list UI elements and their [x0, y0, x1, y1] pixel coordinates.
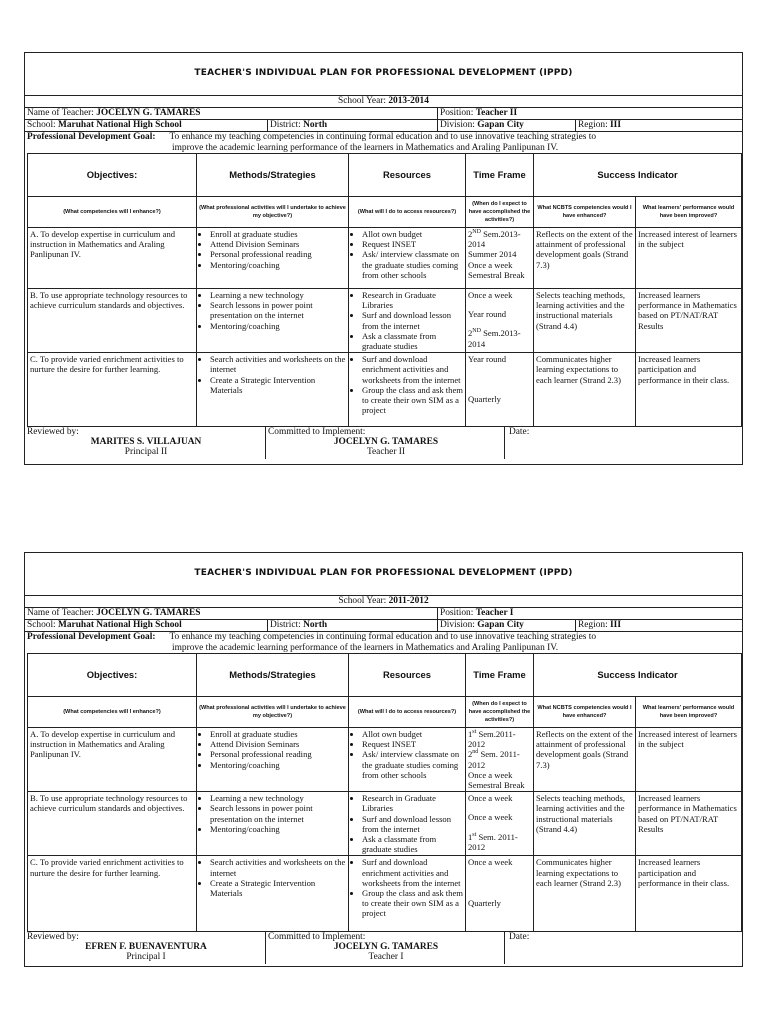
- objective-cell: A. To develop expertise in curriculum and instruction in Mathematics and Araling Panlipunan IV.: [28, 728, 197, 792]
- list-item: • Ask/ interview classmate on the graduate studies coming from other schools: [362, 249, 463, 280]
- teacher-name-label: Name of Teacher:: [27, 108, 94, 118]
- region-value: III: [610, 120, 621, 130]
- time-sup: ND: [472, 229, 481, 236]
- learners-cell: Increased interest of learners in the subject: [636, 728, 742, 792]
- school-row: [25, 620, 742, 632]
- time-text: Quarterly: [468, 394, 501, 405]
- position-label: Position:: [440, 108, 474, 118]
- time-text: Semestral Break: [468, 269, 525, 280]
- list-item: • Surf and download lesson from the internet: [362, 310, 463, 330]
- school-year-label: School Year:: [338, 96, 386, 106]
- list-item: • Surf and download enrichment activities and worksheets from the internet: [362, 857, 463, 888]
- school-row: [25, 120, 742, 132]
- professional-goal: [25, 632, 742, 653]
- header-resources: Resources: [349, 154, 466, 197]
- time-text: Once a week: [468, 857, 513, 868]
- time-text: Sem.2011-2012: [468, 729, 516, 750]
- district-label: District:: [270, 120, 301, 130]
- division-label: Division:: [440, 620, 475, 630]
- ncbts-cell: Selects teaching methods, learning activities and the instructional materials (Strand 4.4): [534, 289, 636, 353]
- time-text: Once a week: [468, 290, 513, 300]
- list-item: • Ask a classmate from graduate studies: [362, 834, 463, 854]
- list-item: • Surf and download enrichment activities and worksheets from the internet: [362, 354, 463, 385]
- reviewer-title: Principal I: [126, 952, 166, 963]
- plan-table: [27, 653, 742, 932]
- subheader-ncbts: What NCBTS competencies would I have enhanced?: [534, 197, 636, 228]
- ncbts-cell: Communicates higher learning expectations to each learner (Strand 2.3): [534, 856, 636, 932]
- time-sup: st: [472, 831, 477, 838]
- objective-cell: A. To develop expertise in curriculum and instruction in Mathematics and Araling Panlipunan IV.: [28, 228, 197, 289]
- time-text: Quarterly: [468, 897, 501, 908]
- position-label: Position:: [440, 608, 474, 618]
- goal-text-1: To enhance my teaching competencies in continuing formal education and to use innovative teaching strategies to: [169, 132, 597, 142]
- list-item: • Mentoring/coaching: [210, 760, 346, 770]
- header-time-frame: Time Frame: [466, 654, 534, 697]
- date-label: Date:: [509, 427, 530, 438]
- district-value: North: [303, 120, 328, 130]
- table-row: [28, 289, 742, 353]
- resources-cell: [349, 792, 466, 856]
- time-cell: [466, 792, 534, 856]
- methods-cell: [197, 353, 349, 427]
- list-item: • Surf and download lesson from the internet: [362, 814, 463, 834]
- time-cell: [466, 228, 534, 289]
- subheader-objectives: (What competencies will I enhance?): [28, 697, 197, 728]
- subheader-objectives: (What competencies will I enhance?): [28, 197, 197, 228]
- table-row: [28, 792, 742, 856]
- ncbts-cell: Selects teaching methods, learning activities and the instructional materials (Strand 4.4): [534, 792, 636, 856]
- methods-cell: [197, 289, 349, 353]
- resources-cell: [349, 353, 466, 427]
- committed-label: Committed to Implement:: [268, 427, 366, 438]
- time-text: Once a week: [468, 259, 513, 270]
- time-text: Sem.2013-2014: [468, 328, 521, 349]
- list-item: • Mentoring/coaching: [210, 824, 346, 834]
- teacher-name-label: Name of Teacher:: [27, 608, 94, 618]
- time-text: Once a week: [468, 769, 513, 780]
- header-success-indicator: Success Indicator: [534, 654, 742, 697]
- time-sup: st: [472, 729, 477, 736]
- methods-cell: [197, 728, 349, 792]
- header-time-frame: Time Frame: [466, 154, 534, 197]
- time-text: Sem. 2011-2012: [468, 749, 520, 770]
- date-label: Date:: [509, 932, 530, 943]
- list-item: • Request INSET: [362, 239, 463, 249]
- time-text: Sem. 2011-2012: [468, 831, 518, 852]
- time-text: Year round: [468, 354, 507, 365]
- time-text: 2: [468, 328, 473, 339]
- form-title: TEACHER'S INDIVIDUAL PLAN FOR PROFESSIONAL DEVELOPMENT (IPPD): [25, 53, 742, 96]
- school-year-row: [25, 96, 742, 108]
- goal-text-2: improve the academic learning performance of the learners in Mathematics and Araling Panlipunan IV.: [172, 142, 559, 153]
- list-item: • Research in Graduate Libraries: [362, 793, 463, 813]
- professional-goal: [25, 132, 742, 153]
- table-row: [28, 353, 742, 427]
- list-item: • Create a Strategic Intervention Materials: [210, 375, 346, 395]
- goal-text-1: To enhance my teaching competencies in continuing formal education and to use innovative teaching strategies to: [169, 632, 597, 642]
- school-year-label: School Year:: [338, 596, 387, 606]
- list-item: • Create a Strategic Intervention Materials: [210, 878, 346, 898]
- objective-cell: C. To provide varied enrichment activities to nurture the desire for further learning.: [28, 856, 197, 932]
- time-text: 1: [468, 831, 473, 842]
- school-value: Maruhat National High School: [58, 120, 182, 130]
- learners-cell: Increased learners performance in Mathematics based on PT/NAT/RAT Results: [636, 792, 742, 856]
- committed-name: JOCELYN G. TAMARES: [333, 942, 439, 953]
- ncbts-cell: Communicates higher learning expectations to each learner (Strand 2.3): [534, 353, 636, 427]
- list-item: • Search lessons in power point presentation on the internet: [210, 300, 346, 320]
- time-cell: [466, 289, 534, 353]
- list-item: • Enroll at graduate studies: [210, 729, 346, 739]
- school-year-value: 2011-2012: [388, 596, 429, 606]
- teacher-row: [25, 108, 742, 120]
- reviewed-label: Reviewed by:: [27, 427, 79, 438]
- ncbts-cell: Reflects on the extent of the attainment of professional development goals (Strand 7.3): [534, 728, 636, 792]
- learners-cell: Increased learners participation and performance in their class.: [636, 353, 742, 427]
- region-label: Region:: [578, 120, 608, 130]
- header-objectives: Objectives:: [28, 154, 197, 197]
- objective-cell: B. To use appropriate technology resources to achieve curriculum standards and objectives.: [28, 792, 197, 856]
- division-value: Gapan City: [477, 620, 524, 630]
- committed-title: Teacher I: [368, 952, 404, 963]
- time-text: Summer 2014: [468, 249, 517, 260]
- header-objectives: Objectives:: [28, 654, 197, 697]
- table-row: [28, 728, 742, 792]
- goal-label: Professional Development Goal:: [27, 132, 156, 142]
- list-item: • Ask/ interview classmate on the graduate studies coming from other schools: [362, 749, 463, 780]
- subheader-ncbts: What NCBTS competencies would I have enhanced?: [534, 697, 636, 728]
- teacher-row: [25, 608, 742, 620]
- form-title: TEACHER'S INDIVIDUAL PLAN FOR PROFESSIONAL DEVELOPMENT (IPPD): [25, 553, 742, 596]
- school-year-value: 2013-2014: [388, 96, 429, 106]
- methods-cell: [197, 856, 349, 932]
- reviewer-name: MARITES S. VILLAJUAN: [90, 437, 202, 448]
- subheader-learners: What learners' performance would have been improved?: [636, 197, 742, 228]
- resources-cell: [349, 728, 466, 792]
- subheader-time: (When do I expect to have accomplished the activities?): [466, 697, 534, 728]
- ippd-form-2011: [24, 552, 743, 967]
- region-label: Region:: [578, 620, 608, 630]
- header-methods: Methods/Strategies: [197, 654, 349, 697]
- time-cell: [466, 856, 534, 932]
- subheader-resources: (What will I do to access resources?): [349, 697, 466, 728]
- list-item: • Research in Graduate Libraries: [362, 290, 463, 310]
- list-item: • Request INSET: [362, 739, 463, 749]
- list-item: • Personal professional reading: [210, 749, 346, 759]
- time-text: 1: [468, 729, 473, 739]
- time-text: Once a week: [468, 793, 513, 804]
- list-item: • Group the class and ask them to create their own SIM as a project: [362, 385, 463, 416]
- time-sup: nd: [472, 749, 479, 756]
- learners-cell: Increased learners participation and performance in their class.: [636, 856, 742, 932]
- resources-cell: [349, 228, 466, 289]
- list-item: • Attend Division Seminars: [210, 739, 346, 749]
- list-item: • Search lessons in power point presentation on the internet: [210, 803, 346, 823]
- list-item: • Mentoring/coaching: [210, 260, 346, 270]
- reviewer-title: Principal II: [124, 447, 168, 458]
- goal-label: Professional Development Goal:: [27, 632, 156, 642]
- objective-cell: C. To provide varied enrichment activities to nurture the desire for further learning.: [28, 353, 197, 427]
- list-item: • Allot own budget: [362, 229, 463, 239]
- list-item: • Mentoring/coaching: [210, 321, 346, 331]
- time-text: Once a week: [468, 812, 513, 823]
- methods-cell: [197, 792, 349, 856]
- learners-cell: Increased learners performance in Mathematics based on PT/NAT/RAT Results: [636, 289, 742, 353]
- resources-cell: [349, 856, 466, 932]
- subheader-methods: (What professional activities will I undertake to achieve my objective?): [197, 197, 349, 228]
- division-value: Gapan City: [477, 120, 524, 130]
- time-sup: ND: [472, 328, 481, 335]
- list-item: • Allot own budget: [362, 729, 463, 739]
- list-item: • Search activities and worksheets on the internet: [210, 354, 346, 374]
- subheader-methods: (What professional activities will I undertake to achieve my objective?): [197, 697, 349, 728]
- learners-cell: Increased interest of learners in the subject: [636, 228, 742, 289]
- division-label: Division:: [440, 120, 475, 130]
- school-value: Maruhat National High School: [58, 620, 182, 630]
- school-label: School:: [27, 120, 56, 130]
- time-text: Sem.2013-2014: [468, 229, 521, 250]
- district-label: District:: [270, 620, 301, 630]
- time-cell: [466, 728, 534, 792]
- position-value: Teacher I: [475, 608, 514, 618]
- list-item: • Attend Division Seminars: [210, 239, 346, 249]
- table-row: [28, 228, 742, 289]
- goal-text-2: improve the academic learning performance of the learners in Mathematics and Araling Panlipunan IV.: [172, 642, 559, 653]
- committed-label: Committed to Implement:: [268, 932, 366, 943]
- header-resources: Resources: [349, 654, 466, 697]
- time-text: 2: [468, 229, 473, 239]
- list-item: • Learning a new technology: [210, 290, 346, 300]
- list-item: • Group the class and ask them to create their own SIM as a project: [362, 888, 463, 919]
- school-year-row: [25, 596, 742, 608]
- list-item: • Search activities and worksheets on the internet: [210, 857, 346, 877]
- subheader-learners: What learners' performance would have been improved?: [636, 697, 742, 728]
- teacher-name-value: JOCELYN G. TAMARES: [96, 108, 201, 118]
- region-value: III: [610, 620, 621, 630]
- reviewer-name: EFREN F. BUENAVENTURA: [85, 942, 207, 953]
- committed-name: JOCELYN G. TAMARES: [333, 437, 439, 448]
- list-item: • Enroll at graduate studies: [210, 229, 346, 239]
- time-cell: [466, 353, 534, 427]
- ippd-form-2013: [24, 52, 743, 465]
- resources-cell: [349, 289, 466, 353]
- committed-title: Teacher II: [366, 447, 406, 458]
- district-value: North: [303, 620, 328, 630]
- reviewed-label: Reviewed by:: [27, 932, 79, 943]
- time-text: 2: [468, 749, 473, 760]
- table-row: [28, 856, 742, 932]
- methods-cell: [197, 228, 349, 289]
- time-text: Semestral Break: [468, 780, 525, 791]
- list-item: • Personal professional reading: [210, 249, 346, 259]
- subheader-time: (When do I expect to have accomplished the activities?): [466, 197, 534, 228]
- header-methods: Methods/Strategies: [197, 154, 349, 197]
- teacher-name-value: JOCELYN G. TAMARES: [96, 608, 201, 618]
- subheader-resources: (What will I do to access resources?): [349, 197, 466, 228]
- school-label: School:: [27, 620, 56, 630]
- objective-cell: B. To use appropriate technology resources to achieve curriculum standards and objectives.: [28, 289, 197, 353]
- time-text: Year round: [468, 309, 507, 320]
- position-value: Teacher II: [475, 108, 518, 118]
- ncbts-cell: Reflects on the extent of the attainment of professional development goals (Strand 7.3): [534, 228, 636, 289]
- list-item: • Learning a new technology: [210, 793, 346, 803]
- header-success-indicator: Success Indicator: [534, 154, 742, 197]
- signature-footer: [25, 932, 742, 966]
- signature-footer: [25, 427, 742, 461]
- plan-table: [27, 153, 742, 427]
- list-item: • Ask a classmate from graduate studies: [362, 331, 463, 351]
